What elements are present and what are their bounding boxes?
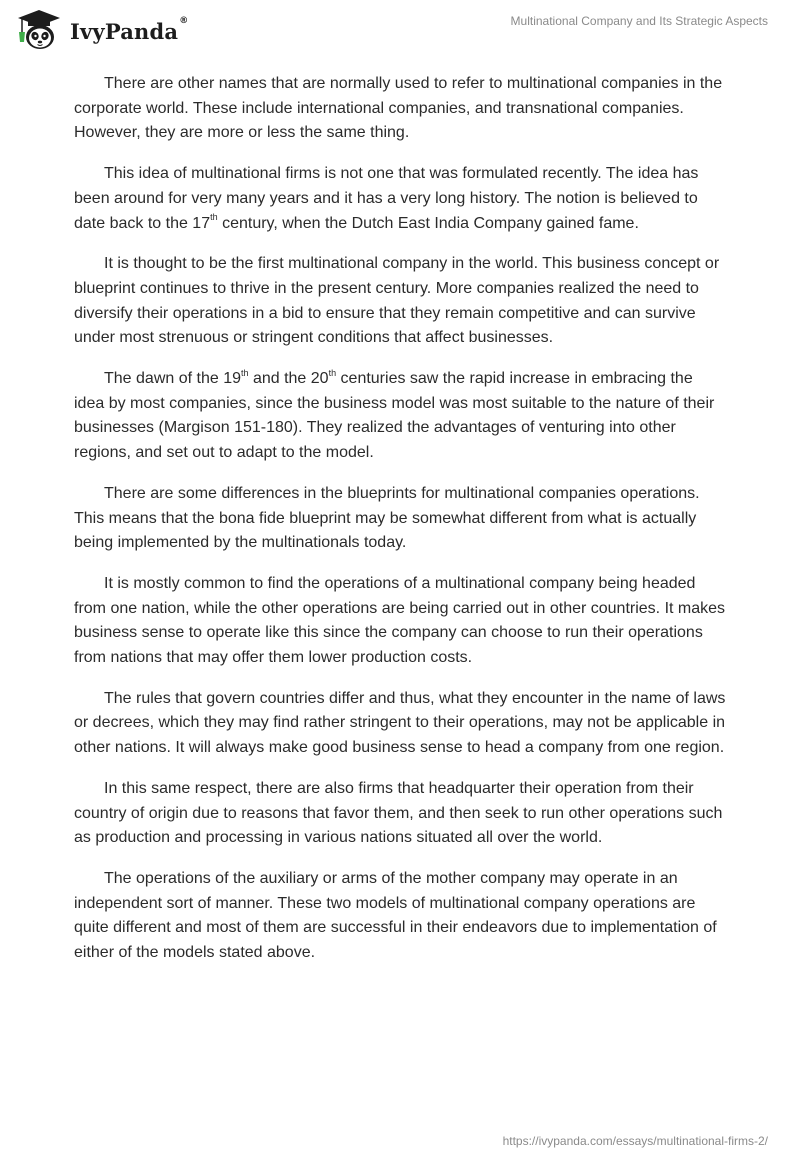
paragraph: It is mostly common to find the operations of a multinational company being headed from one nation, while the other operations are being carried out in other countries. It makes business sense to operate like this since the company can choose to run their operations from nations that may offer them lower production costs. <box>74 574 726 667</box>
paragraph: There are other names that are normally used to refer to multinational companies in the corporate world. These include international companies, and transnational companies. However, they are more or less the same thing. <box>74 75 723 142</box>
page-header <box>0 0 800 60</box>
essay-body <box>74 72 726 982</box>
paragraph: This idea of multinational firms is not one that was formulated recently. The idea has been around for very many years and it has a very long history. The notion is believed to date back to the 17th century, when the Dutch East India Company gained fame. <box>74 165 699 232</box>
superscript: th <box>240 367 249 378</box>
superscript: th <box>210 212 218 223</box>
document-title: Multinational Company and Its Strategic Aspects <box>510 14 768 28</box>
paragraph: The dawn of the 19th and the 20th centuries saw the rapid increase in embracing the idea by most companies, since the business model was most suitable to the nature of their businesses (Margison 151-180). They realized the advantages of venturing into other regions, and set out to adapt to the model. <box>74 367 715 462</box>
paragraph: It is thought to be the first multinational company in the world. This business concept or blueprint continues to thrive in the present century. More companies realized the need to diversify their operations in a bid to ensure that they remain competitive and can survive under most strenuous or stringent conditions that affect businesses. <box>74 255 720 347</box>
registered-mark: ® <box>179 15 189 26</box>
paragraph: In this same respect, there are also firms that headquarter their operation from their country of origin due to reasons that favor them, and then seek to run other operations such as production and processing in various nations situated all over the world. <box>74 779 723 847</box>
paragraph: The operations of the auxiliary or arms of the mother company may operate in an independent sort of manner. These two models of multinational company operations are quite different and most of them are successful in their endeavors due to implementation of either of the models stated above. <box>74 869 717 962</box>
panda-graduation-cap-icon <box>14 8 64 52</box>
ivypanda-logo[interactable] <box>14 8 188 52</box>
paragraph: The rules that govern countries differ and thus, what they encounter in the name of laws or decrees, which they may find rather stringent to their operations, may not be applicable in other nations. It will always make good business sense to head a company from one region. <box>74 689 726 757</box>
brand-name: IvyPanda® <box>70 15 189 44</box>
paragraph: There are some differences in the blueprints for multinational companies operations. This means that the bona fide blueprint may be somewhat different from what is actually being implemented by the multinationals today. <box>74 484 700 552</box>
source-url[interactable]: https://ivypanda.com/essays/multinational-firms-2/ <box>502 1134 768 1148</box>
superscript: th <box>328 367 337 378</box>
